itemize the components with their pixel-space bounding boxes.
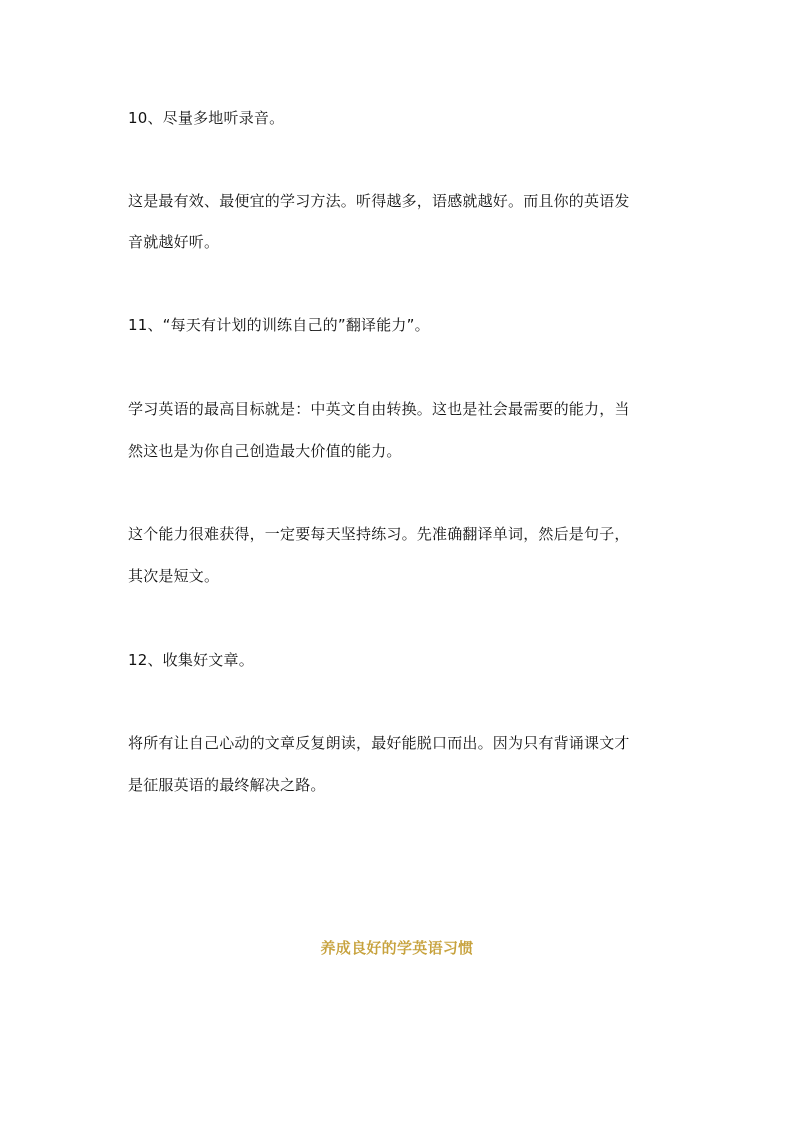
paragraph-line: 其次是短文。 — [128, 567, 220, 585]
section-heading-12: 12、收集好文章。 — [128, 651, 254, 669]
paragraph-line: 是征服英语的最终解决之路。 — [128, 776, 326, 794]
footer-title: 养成良好的学英语习惯 — [320, 939, 474, 957]
paragraph-line: 音就越好听。 — [128, 233, 220, 251]
section-heading-10: 10、尽量多地听录音。 — [128, 109, 285, 127]
paragraph-line: 然这也是为你自己创造最大价值的能力。 — [128, 442, 402, 460]
paragraph-line: 将所有让自己心动的文章反复朗读，最好能脱口而出。因为只有背诵课文才 — [128, 734, 630, 752]
paragraph-line: 这是最有效、最便宜的学习方法。听得越多，语感就越好。而且你的英语发 — [128, 192, 630, 210]
section-heading-11: 11、“每天有计划的训练自己的”翻译能力”。 — [128, 316, 430, 334]
paragraph-line: 学习英语的最高目标就是：中英文自由转换。这也是社会最需要的能力，当 — [128, 400, 630, 418]
paragraph-line: 这个能力很难获得，一定要每天坚持练习。先准确翻译单词，然后是句子， — [128, 525, 630, 543]
